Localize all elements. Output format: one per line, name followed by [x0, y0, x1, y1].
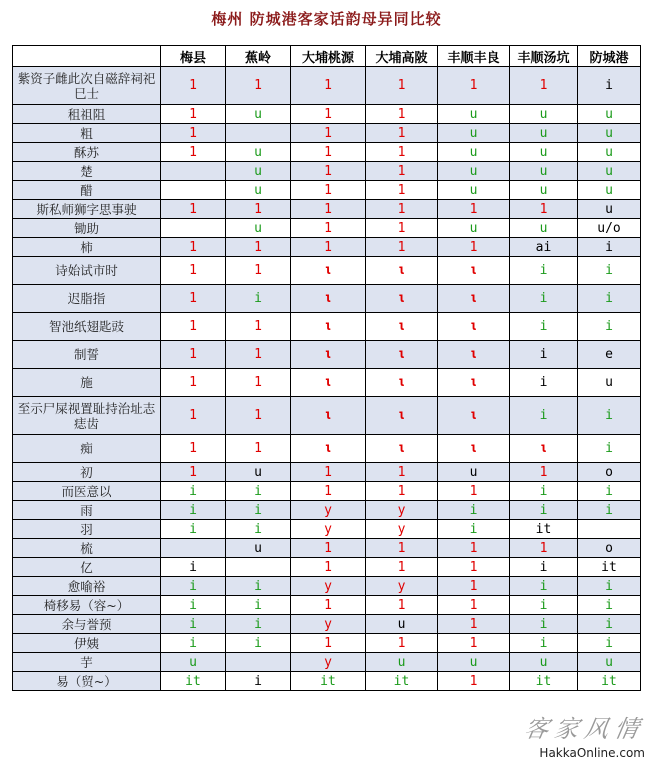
- table-row: [13, 341, 641, 369]
- final-cell: 1: [438, 577, 510, 596]
- final-cell: ι: [438, 257, 510, 285]
- final-cell: 1: [226, 341, 291, 369]
- final-cell: it: [366, 672, 438, 691]
- final-cell: [161, 219, 226, 238]
- final-cell: 1: [226, 313, 291, 341]
- final-cell: u: [438, 653, 510, 672]
- final-cell: 1: [161, 397, 226, 435]
- final-cell: ι: [291, 257, 366, 285]
- final-cell: 1: [366, 219, 438, 238]
- final-cell: o: [578, 539, 641, 558]
- table-row: [13, 313, 641, 341]
- final-cell: i: [161, 520, 226, 539]
- final-cell: i: [510, 369, 578, 397]
- table-row: [13, 369, 641, 397]
- final-cell: u: [366, 653, 438, 672]
- final-cell: 1: [291, 181, 366, 200]
- final-cell: it: [578, 672, 641, 691]
- character-cell: 雨: [13, 501, 161, 520]
- final-cell: i: [226, 520, 291, 539]
- final-cell: 1: [161, 341, 226, 369]
- character-cell: 伊姨: [13, 634, 161, 653]
- table-row: [13, 435, 641, 463]
- final-cell: i: [161, 634, 226, 653]
- final-cell: ι: [291, 397, 366, 435]
- character-cell: 芋: [13, 653, 161, 672]
- final-cell: u: [578, 105, 641, 124]
- final-cell: ι: [366, 285, 438, 313]
- table-row: [13, 238, 641, 257]
- table-row: [13, 615, 641, 634]
- final-cell: u/o: [578, 219, 641, 238]
- final-cell: 1: [510, 200, 578, 219]
- final-cell: 1: [291, 219, 366, 238]
- final-cell: it: [291, 672, 366, 691]
- table-row: [13, 257, 641, 285]
- final-cell: 1: [226, 67, 291, 105]
- final-cell: [161, 181, 226, 200]
- table-row: [13, 181, 641, 200]
- comparison-table: [12, 45, 641, 691]
- final-cell: ι: [438, 397, 510, 435]
- final-cell: i: [226, 672, 291, 691]
- final-cell: 1: [226, 369, 291, 397]
- final-cell: 1: [226, 435, 291, 463]
- table-row: [13, 105, 641, 124]
- final-cell: u: [510, 124, 578, 143]
- final-cell: ι: [366, 397, 438, 435]
- final-cell: i: [578, 501, 641, 520]
- table-row: [13, 653, 641, 672]
- character-cell: 紫资子雌此次自磁辞祠祀巳士: [13, 67, 161, 105]
- character-cell: 至示尸屎视置耻持治址志痣齿: [13, 397, 161, 435]
- final-cell: it: [510, 672, 578, 691]
- final-cell: y: [291, 615, 366, 634]
- final-cell: u: [161, 653, 226, 672]
- final-cell: u: [438, 162, 510, 181]
- column-header: 大埔桃源: [291, 46, 366, 67]
- final-cell: 1: [438, 558, 510, 577]
- table-row: [13, 162, 641, 181]
- final-cell: u: [438, 143, 510, 162]
- final-cell: i: [578, 313, 641, 341]
- final-cell: i: [161, 596, 226, 615]
- final-cell: 1: [226, 238, 291, 257]
- final-cell: 1: [161, 238, 226, 257]
- final-cell: u: [578, 124, 641, 143]
- final-cell: ι: [291, 285, 366, 313]
- character-cell: 醋: [13, 181, 161, 200]
- final-cell: u: [578, 162, 641, 181]
- character-cell: 粗: [13, 124, 161, 143]
- final-cell: 1: [161, 257, 226, 285]
- final-cell: i: [510, 615, 578, 634]
- final-cell: i: [578, 285, 641, 313]
- character-cell: 愈喻裕: [13, 577, 161, 596]
- character-cell: 椅移易（容~）: [13, 596, 161, 615]
- table-row: [13, 463, 641, 482]
- final-cell: 1: [438, 67, 510, 105]
- final-cell: u: [510, 143, 578, 162]
- final-cell: i: [510, 341, 578, 369]
- final-cell: u: [366, 615, 438, 634]
- final-cell: y: [366, 520, 438, 539]
- final-cell: 1: [161, 463, 226, 482]
- final-cell: i: [226, 634, 291, 653]
- final-cell: 1: [366, 634, 438, 653]
- character-cell: 痴: [13, 435, 161, 463]
- final-cell: i: [226, 577, 291, 596]
- final-cell: 1: [161, 124, 226, 143]
- final-cell: ι: [366, 257, 438, 285]
- table-row: [13, 634, 641, 653]
- final-cell: 1: [366, 238, 438, 257]
- table-row: [13, 520, 641, 539]
- final-cell: ι: [438, 285, 510, 313]
- final-cell: 1: [161, 200, 226, 219]
- final-cell: 1: [291, 596, 366, 615]
- column-header: 丰顺汤坑: [510, 46, 578, 67]
- final-cell: 1: [510, 67, 578, 105]
- final-cell: y: [291, 501, 366, 520]
- final-cell: 1: [510, 463, 578, 482]
- final-cell: i: [510, 634, 578, 653]
- final-cell: i: [161, 577, 226, 596]
- final-cell: u: [510, 219, 578, 238]
- character-cell: 制誓: [13, 341, 161, 369]
- final-cell: 1: [291, 558, 366, 577]
- final-cell: i: [578, 596, 641, 615]
- final-cell: u: [438, 181, 510, 200]
- final-cell: ι: [291, 435, 366, 463]
- final-cell: u: [578, 369, 641, 397]
- final-cell: 1: [161, 105, 226, 124]
- final-cell: 1: [366, 143, 438, 162]
- character-cell: 余与誉预: [13, 615, 161, 634]
- table-row: [13, 539, 641, 558]
- final-cell: 1: [291, 162, 366, 181]
- final-cell: 1: [161, 285, 226, 313]
- final-cell: i: [161, 482, 226, 501]
- final-cell: i: [510, 596, 578, 615]
- final-cell: u: [226, 463, 291, 482]
- final-cell: i: [510, 577, 578, 596]
- column-header: 蕉岭: [226, 46, 291, 67]
- final-cell: 1: [366, 482, 438, 501]
- final-cell: u: [226, 181, 291, 200]
- table-row: [13, 124, 641, 143]
- final-cell: u: [438, 124, 510, 143]
- final-cell: [226, 558, 291, 577]
- final-cell: u: [226, 105, 291, 124]
- final-cell: ι: [510, 435, 578, 463]
- final-cell: 1: [291, 143, 366, 162]
- final-cell: i: [226, 596, 291, 615]
- final-cell: u: [226, 219, 291, 238]
- final-cell: [578, 520, 641, 539]
- column-header: 丰顺丰良: [438, 46, 510, 67]
- character-cell: 诗始试市时: [13, 257, 161, 285]
- final-cell: i: [578, 257, 641, 285]
- final-cell: 1: [438, 482, 510, 501]
- final-cell: i: [578, 577, 641, 596]
- character-cell: 易（贸~）: [13, 672, 161, 691]
- final-cell: [226, 653, 291, 672]
- final-cell: i: [578, 634, 641, 653]
- table-row: [13, 596, 641, 615]
- final-cell: u: [578, 143, 641, 162]
- final-cell: it: [161, 672, 226, 691]
- final-cell: u: [578, 181, 641, 200]
- final-cell: i: [578, 67, 641, 105]
- final-cell: 1: [291, 634, 366, 653]
- character-cell: 亿: [13, 558, 161, 577]
- table-row: [13, 200, 641, 219]
- character-cell: 柿: [13, 238, 161, 257]
- final-cell: 1: [161, 143, 226, 162]
- final-cell: u: [578, 200, 641, 219]
- table-row: [13, 577, 641, 596]
- final-cell: i: [226, 482, 291, 501]
- final-cell: 1: [366, 67, 438, 105]
- character-cell: 而医意以: [13, 482, 161, 501]
- final-cell: 1: [291, 67, 366, 105]
- final-cell: 1: [438, 596, 510, 615]
- final-cell: it: [510, 520, 578, 539]
- final-cell: u: [226, 143, 291, 162]
- table-row: [13, 143, 641, 162]
- final-cell: 1: [291, 539, 366, 558]
- final-cell: u: [438, 219, 510, 238]
- final-cell: i: [438, 520, 510, 539]
- table-row: [13, 501, 641, 520]
- final-cell: i: [510, 558, 578, 577]
- header-row: [13, 46, 641, 67]
- final-cell: i: [510, 482, 578, 501]
- final-cell: 1: [366, 558, 438, 577]
- final-cell: i: [438, 501, 510, 520]
- final-cell: ι: [291, 313, 366, 341]
- table-row: [13, 558, 641, 577]
- final-cell: ι: [438, 313, 510, 341]
- final-cell: u: [510, 105, 578, 124]
- final-cell: 1: [161, 435, 226, 463]
- final-cell: ι: [366, 435, 438, 463]
- character-cell: 智池纸翅匙豉: [13, 313, 161, 341]
- final-cell: 1: [366, 105, 438, 124]
- final-cell: u: [510, 653, 578, 672]
- final-cell: y: [366, 501, 438, 520]
- final-cell: 1: [366, 539, 438, 558]
- final-cell: 1: [438, 634, 510, 653]
- final-cell: 1: [438, 672, 510, 691]
- final-cell: u: [438, 463, 510, 482]
- final-cell: 1: [366, 162, 438, 181]
- final-cell: i: [226, 501, 291, 520]
- final-cell: u: [510, 181, 578, 200]
- final-cell: ι: [291, 341, 366, 369]
- final-cell: ai: [510, 238, 578, 257]
- final-cell: i: [226, 615, 291, 634]
- final-cell: 1: [438, 615, 510, 634]
- column-header: 梅县: [161, 46, 226, 67]
- corner-cell: [13, 46, 161, 67]
- character-cell: 施: [13, 369, 161, 397]
- final-cell: ι: [438, 369, 510, 397]
- final-cell: i: [578, 397, 641, 435]
- character-cell: 羽: [13, 520, 161, 539]
- final-cell: [161, 162, 226, 181]
- final-cell: i: [510, 285, 578, 313]
- final-cell: 1: [226, 397, 291, 435]
- final-cell: u: [438, 105, 510, 124]
- final-cell: 1: [291, 238, 366, 257]
- final-cell: i: [226, 285, 291, 313]
- character-cell: 梳: [13, 539, 161, 558]
- final-cell: ι: [366, 341, 438, 369]
- character-cell: 锄助: [13, 219, 161, 238]
- table-row: [13, 219, 641, 238]
- final-cell: 1: [366, 181, 438, 200]
- character-cell: 斯私师狮字思事驶: [13, 200, 161, 219]
- final-cell: 1: [291, 200, 366, 219]
- final-cell: 1: [161, 67, 226, 105]
- final-cell: i: [510, 257, 578, 285]
- final-cell: u: [226, 162, 291, 181]
- column-header: 大埔高陂: [366, 46, 438, 67]
- final-cell: 1: [438, 200, 510, 219]
- final-cell: 1: [291, 463, 366, 482]
- table-row: [13, 672, 641, 691]
- final-cell: i: [578, 238, 641, 257]
- final-cell: 1: [366, 596, 438, 615]
- final-cell: ι: [438, 435, 510, 463]
- final-cell: y: [291, 653, 366, 672]
- final-cell: 1: [366, 124, 438, 143]
- final-cell: 1: [291, 124, 366, 143]
- table-row: [13, 67, 641, 105]
- final-cell: i: [161, 558, 226, 577]
- table-row: [13, 285, 641, 313]
- final-cell: i: [510, 397, 578, 435]
- final-cell: 1: [291, 105, 366, 124]
- final-cell: y: [366, 577, 438, 596]
- final-cell: i: [161, 615, 226, 634]
- character-cell: 初: [13, 463, 161, 482]
- final-cell: 1: [226, 200, 291, 219]
- final-cell: 1: [366, 200, 438, 219]
- final-cell: y: [291, 577, 366, 596]
- final-cell: i: [510, 313, 578, 341]
- final-cell: e: [578, 341, 641, 369]
- final-cell: ι: [438, 341, 510, 369]
- final-cell: i: [161, 501, 226, 520]
- final-cell: o: [578, 463, 641, 482]
- final-cell: 1: [438, 238, 510, 257]
- final-cell: u: [578, 653, 641, 672]
- final-cell: 1: [291, 482, 366, 501]
- table-row: [13, 482, 641, 501]
- final-cell: ι: [291, 369, 366, 397]
- final-cell: y: [291, 520, 366, 539]
- final-cell: i: [578, 615, 641, 634]
- final-cell: u: [226, 539, 291, 558]
- final-cell: 1: [510, 539, 578, 558]
- table-row: [13, 397, 641, 435]
- character-cell: 楚: [13, 162, 161, 181]
- watermark: [505, 709, 648, 769]
- final-cell: 1: [226, 257, 291, 285]
- final-cell: ι: [366, 313, 438, 341]
- column-header: 防城港: [578, 46, 641, 67]
- final-cell: [226, 124, 291, 143]
- watermark-logo: 客家风情: [522, 715, 648, 743]
- final-cell: i: [578, 435, 641, 463]
- character-cell: 酥苏: [13, 143, 161, 162]
- final-cell: 1: [366, 463, 438, 482]
- page-title: 梅州 防城港客家话韵母异同比较: [211, 10, 442, 28]
- final-cell: u: [510, 162, 578, 181]
- final-cell: 1: [161, 313, 226, 341]
- final-cell: [161, 539, 226, 558]
- final-cell: ι: [366, 369, 438, 397]
- final-cell: 1: [161, 369, 226, 397]
- final-cell: i: [510, 501, 578, 520]
- final-cell: 1: [438, 539, 510, 558]
- final-cell: it: [578, 558, 641, 577]
- watermark-url: HakkaOnline.com: [539, 746, 645, 760]
- character-cell: 租祖阻: [13, 105, 161, 124]
- character-cell: 迟脂指: [13, 285, 161, 313]
- final-cell: i: [578, 482, 641, 501]
